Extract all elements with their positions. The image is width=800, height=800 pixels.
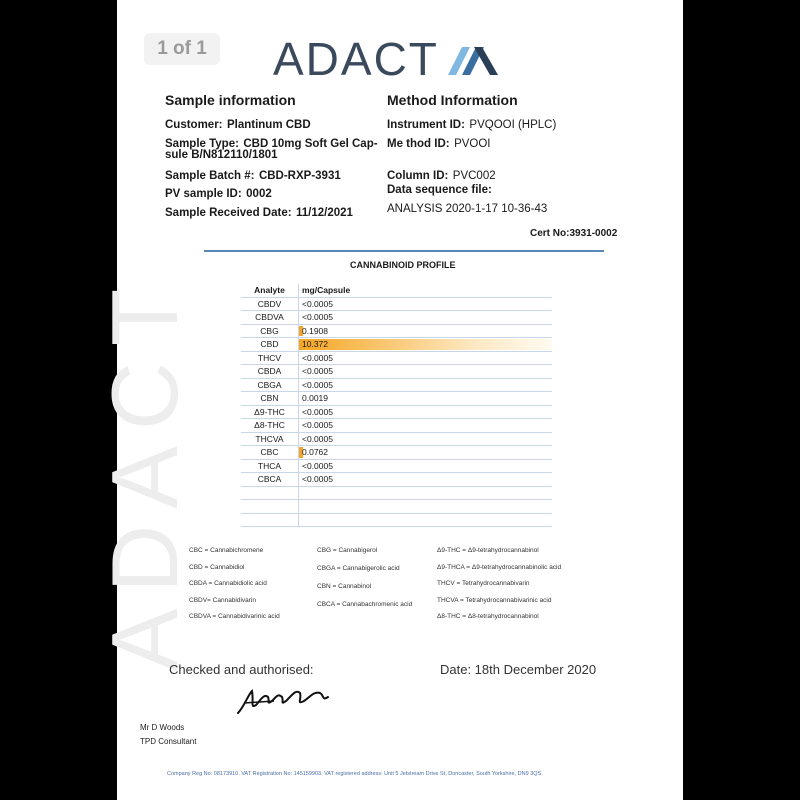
method-row — [387, 134, 491, 152]
cert-number: Cert No:3931-0002 — [530, 228, 618, 239]
value-cell — [299, 324, 553, 338]
value-cell — [299, 459, 553, 473]
instrument-value: PVQOOI (HPLC) — [469, 119, 557, 131]
column-row — [387, 166, 496, 184]
analyte-cell: CBC — [241, 446, 299, 460]
value-text: <0.0005 — [302, 298, 333, 309]
analyte-cell: CBDV — [241, 297, 299, 311]
value-text: 0.1908 — [302, 325, 328, 336]
analyte-column-header: Analyte — [241, 284, 299, 297]
customer-row — [165, 115, 311, 133]
sample-heading: Sample information — [165, 92, 296, 108]
signatory-name: Mr D Woods — [140, 723, 185, 732]
value-text: 10.372 — [302, 339, 328, 350]
empty-cell — [299, 486, 553, 500]
method-label: Me thod ID: — [387, 138, 450, 150]
table-row — [241, 446, 552, 460]
level-bar — [299, 339, 552, 350]
value-cell — [299, 446, 553, 460]
abbreviation-entry: THCVA = Tetrahydrocannabivarinic acid — [437, 596, 552, 604]
empty-cell — [241, 500, 299, 514]
sequence-label: Data sequence file: — [387, 184, 492, 196]
value-text: <0.0005 — [302, 379, 333, 390]
company-footer: Company Reg No: 08173910. VAT Registration No: 145159903. VAT registered address: Unit 5 Jetstream Drive St, Doncaster, South Yorkshire, DN9 3QS. — [167, 771, 543, 777]
table-row — [241, 419, 552, 433]
value-text: <0.0005 — [302, 420, 333, 431]
value-cell — [299, 432, 553, 446]
analyte-cell: THCA — [241, 459, 299, 473]
method-value: PVOOI — [454, 138, 491, 150]
abbr-column-1 — [189, 547, 280, 630]
value-cell — [299, 378, 553, 392]
analyte-cell: Δ9-THC — [241, 405, 299, 419]
value-text: 0.0019 — [302, 393, 328, 404]
analyte-cell: CBDVA — [241, 311, 299, 325]
table-row — [241, 365, 552, 379]
value-cell — [299, 297, 553, 311]
pv-row — [165, 184, 272, 202]
pv-value: 0002 — [246, 188, 272, 200]
empty-cell — [241, 486, 299, 500]
abbreviation-entry: CBN = Cannabinol — [317, 583, 372, 590]
viewer-right-margin — [683, 0, 800, 800]
abbr-column-2 — [317, 547, 412, 619]
value-cell — [299, 392, 553, 406]
value-text: <0.0005 — [302, 433, 333, 444]
value-column-header: mg/Capsule — [299, 284, 553, 297]
analyte-cell: CBDA — [241, 365, 299, 379]
analyte-cell: CBN — [241, 392, 299, 406]
abbreviation-entry: THCV = Tetrahydrocannabivarin — [437, 580, 530, 587]
abbreviation-entry: CBDV= Cannabidivarin — [189, 596, 257, 604]
analyte-cell: Δ8-THC — [241, 419, 299, 433]
table-row — [241, 432, 552, 446]
checked-authorised-label: Checked and authorised: — [169, 662, 314, 677]
instrument-row — [387, 115, 556, 133]
value-cell — [299, 365, 553, 379]
brand-name: ADACT — [273, 33, 439, 85]
empty-cell — [299, 500, 553, 514]
abbreviation-entry: CBD = Cannabidiol — [189, 563, 245, 571]
empty-row — [241, 500, 552, 514]
value-text: 0.0762 — [302, 447, 328, 458]
abbreviation-entry: CBDA = Cannabidiolic acid — [189, 580, 267, 587]
analyte-cell: CBGA — [241, 378, 299, 392]
pv-label: PV sample ID: — [165, 188, 242, 200]
analyte-cell: CBG — [241, 324, 299, 338]
table-row — [241, 459, 552, 473]
abbreviation-entry: CBDVA = Cannabidivarinic acid — [189, 613, 280, 620]
table-row — [241, 351, 552, 365]
batch-row — [165, 166, 341, 184]
empty-cell — [241, 513, 299, 527]
cannabinoid-table — [241, 284, 552, 527]
table-row — [241, 311, 552, 325]
table-row — [241, 405, 552, 419]
sample-type-value: CBD 10mg Soft Gel Cap- — [243, 138, 378, 150]
method-heading: Method Information — [387, 92, 518, 108]
sample-type-value-cont: sule B/N812110/1801 — [165, 149, 278, 161]
report-date: Date: 18th December 2020 — [440, 662, 597, 677]
value-cell — [299, 419, 553, 433]
batch-label: Sample Batch #: — [165, 170, 255, 182]
value-text: <0.0005 — [302, 366, 333, 377]
received-label: Sample Received Date: — [165, 207, 292, 219]
empty-row — [241, 513, 552, 527]
value-cell — [299, 473, 553, 487]
instrument-label: Instrument ID: — [387, 119, 465, 131]
abbreviation-entry: CBCA = Cannabachromenic acid — [317, 601, 413, 608]
value-cell — [299, 338, 553, 352]
value-text: <0.0005 — [302, 312, 333, 323]
abbr-column-3 — [437, 547, 561, 630]
customer-value: Plantinum CBD — [226, 119, 311, 131]
customer-label: Customer: — [165, 119, 223, 131]
received-row — [165, 203, 353, 221]
table-row — [241, 392, 552, 406]
abbreviation-entry: Δ9-THCA = Δ9-tetrahydrocannabinolic acid — [437, 563, 562, 571]
value-cell — [299, 351, 553, 365]
abbreviation-entry: Δ9-THC = Δ9-tetrahydrocannabinol — [437, 547, 539, 554]
column-value: PVC002 — [452, 170, 496, 182]
page-indicator[interactable]: 1 of 1 — [144, 33, 220, 65]
value-text: <0.0005 — [302, 406, 333, 417]
abbreviation-entry: CBC = Cannabichromene — [189, 547, 264, 554]
analyte-cell: CBD — [241, 338, 299, 352]
table-header-row — [241, 284, 552, 297]
value-cell — [299, 311, 553, 325]
profile-title: CANNABINOID PROFILE — [350, 260, 456, 270]
table-row — [241, 338, 552, 352]
value-text: <0.0005 — [302, 352, 333, 363]
column-label: Column ID: — [387, 170, 449, 182]
value-text: <0.0005 — [302, 460, 333, 471]
signature-image — [234, 683, 334, 719]
table-row — [241, 473, 552, 487]
section-divider — [204, 250, 604, 252]
abbreviation-entry: CBGA = Cannabigerolic acid — [317, 565, 400, 572]
empty-cell — [299, 513, 553, 527]
received-value: 11/12/2021 — [296, 207, 353, 219]
abbreviation-entry: CBG = Cannabigerol — [317, 547, 378, 554]
signatory-title: TPD Consultant — [140, 737, 197, 746]
analyte-cell: THCVA — [241, 432, 299, 446]
table-row — [241, 324, 552, 338]
batch-value: CBD-RXP-3931 — [258, 170, 341, 182]
abbreviation-entry: Δ8-THC = Δ8-tetrahydrocannabinol — [437, 613, 539, 620]
brand-logo-icon — [448, 43, 498, 75]
watermark: ADACT — [92, 272, 197, 672]
value-text: <0.0005 — [302, 474, 333, 485]
value-cell — [299, 405, 553, 419]
analyte-cell: THCV — [241, 351, 299, 365]
table-row — [241, 297, 552, 311]
sequence-value: ANALYSIS 2020-1-17 10-36-43 — [387, 203, 548, 215]
table-row — [241, 378, 552, 392]
certificate-page — [92, 0, 683, 800]
empty-row — [241, 486, 552, 500]
analyte-cell: CBCA — [241, 473, 299, 487]
sample-type-label: Sample Type: — [165, 138, 239, 150]
